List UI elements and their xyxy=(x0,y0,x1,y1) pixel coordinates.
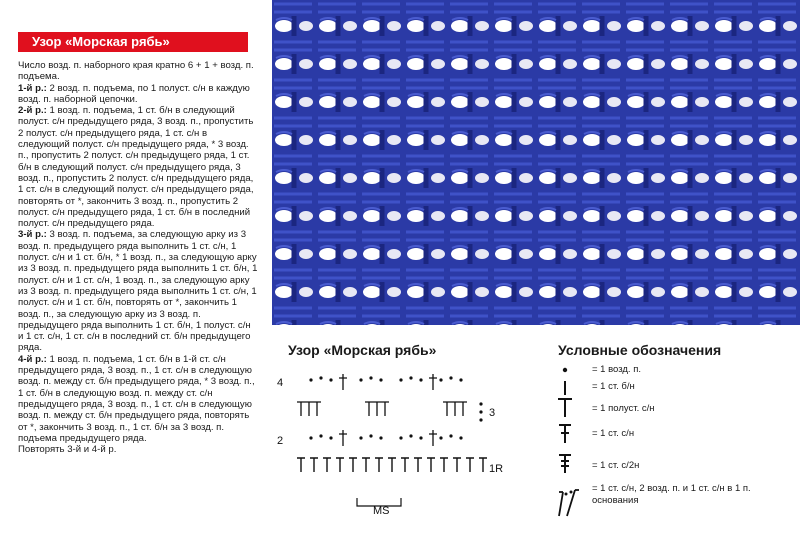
crochet-scheme-diagram xyxy=(275,366,535,526)
instructions xyxy=(18,60,258,455)
treble-crochet-icon xyxy=(553,452,577,474)
legend-dc-text: = 1 ст. с/н xyxy=(592,428,635,439)
row-2 xyxy=(18,105,258,229)
row-3-label: 3-й р.: xyxy=(18,229,47,241)
legend-hdc-text: = 1 полуст. с/н xyxy=(592,403,655,414)
pattern-title-bar xyxy=(18,32,248,52)
row-4-text: 1 возд. п. подъема, 1 ст. б/н в 1-й ст. с/н предыдущего ряда, 3 возд. п., 1 ст. с/н в следующую возд. п. между ст. б/н предыдущего ряда, * 3 возд. п., 1 ст. б/н в следующую возд. п. между ст. с/н предыдущего ряда, 3 возд. п., 1 ст. с/н в следующую возд. п. между ст. б/н предыдущего ряда, повторять от *, закончить 3 возд. п., 1 ст. б/н за 3 возд. п. подъема предыдущего ряда. xyxy=(18,353,255,444)
row-label-3: 3 xyxy=(489,407,496,419)
row-1-text: 2 возд. п. подъема, по 1 полуст. с/н в каждую возд. п. наборной цепочки. xyxy=(18,82,250,105)
outro-text: Повторять 3-й и 4-й р. xyxy=(18,444,117,456)
row-3-text: 3 возд. п. подъема, за следующую арку из 3 возд. п. предыдущего ряда выполнить 1 ст. с/н, 1 полуст. с/н и 1 ст. б/н, * 1 возд. п., за следующую арку из 3 возд. п. предыдущего ряда выполнить 1 ст. б/н, 1 полуст. с/н и 1 ст. с/н, 1 возд. п., за следующую арку из 3 возд. п. предыдущего ряда выполнить 1 ст. с/н, 1 полуст. с/н и 1 ст. б/н, повторять от *, закончить 1 возд. п., за следующую арку из 3 возд. п. предыдущего ряда выполнить 1 ст. б/н, 1 полуст. с/н и 1 ст. с/н, 1 ст. с/н в последний ст. б/н предыдущего ряда. xyxy=(18,229,258,354)
row-1-label: 1-й р.: xyxy=(18,82,47,94)
row-3 xyxy=(18,229,258,353)
row-label-4: 4 xyxy=(277,377,284,389)
legend-chain-text: = 1 возд. п. xyxy=(592,364,641,375)
row-label-2: 2 xyxy=(277,435,284,447)
legend-cluster-text: = 1 ст. с/н, 2 возд. п. и 1 ст. с/н в 1 п. основания xyxy=(592,483,751,506)
row-4-label: 4-й р.: xyxy=(18,353,47,365)
scheme-title: Узор «Морская рябь» xyxy=(288,342,437,358)
row-2-label: 2-й р.: xyxy=(18,105,47,117)
row-4 xyxy=(18,354,258,444)
row-1-symbols xyxy=(297,458,487,472)
row-1 xyxy=(18,83,258,106)
repeat-label: MS xyxy=(373,505,390,517)
half-double-crochet-icon xyxy=(553,396,577,418)
cluster-icon xyxy=(553,482,583,520)
legend-sc-text: = 1 ст. б/н xyxy=(592,381,635,392)
legend-tr-text: = 1 ст. с/2н xyxy=(592,460,640,471)
crochet-sample-photo xyxy=(272,0,800,325)
row-label-1: 1R xyxy=(489,463,504,475)
double-crochet-icon xyxy=(553,422,577,444)
row-2-text: 1 возд. п. подъема, 1 ст. б/н в следующий полуст. с/н предыдущего ряда, 3 возд. п., пропустить 2 полуст. с/н предыдущего ряда, 1 ст. с/н в следующий полуст. с/н предыдущего ряда, * 3 возд. п., пропустить 2 полуст. с/н предыдущего ряда, 1 ст. б/н в следующий полуст. с/н предыдущего ряда, 3 возд. п., пропустить 2 полуст. с/н предыдущего ряда, 1 ст. с/н в следующий полуст. с/н предыдущего ряда, повторять от *, закончить 3 возд. п., пропустить 2 полуст. с/н предыдущего ряда, 1 ст. б/н в последний полуст. с/н предыдущего ряда. xyxy=(18,105,254,230)
pattern-title: Узор «Морская рябь» xyxy=(32,34,170,49)
intro-text: Число возд. п. наборного края кратно 6 + 1 + возд. п. подъема. xyxy=(18,60,254,83)
legend-title: Условные обозначения xyxy=(558,342,722,358)
chain-dots xyxy=(309,376,482,439)
stitch-crosses xyxy=(297,374,467,446)
